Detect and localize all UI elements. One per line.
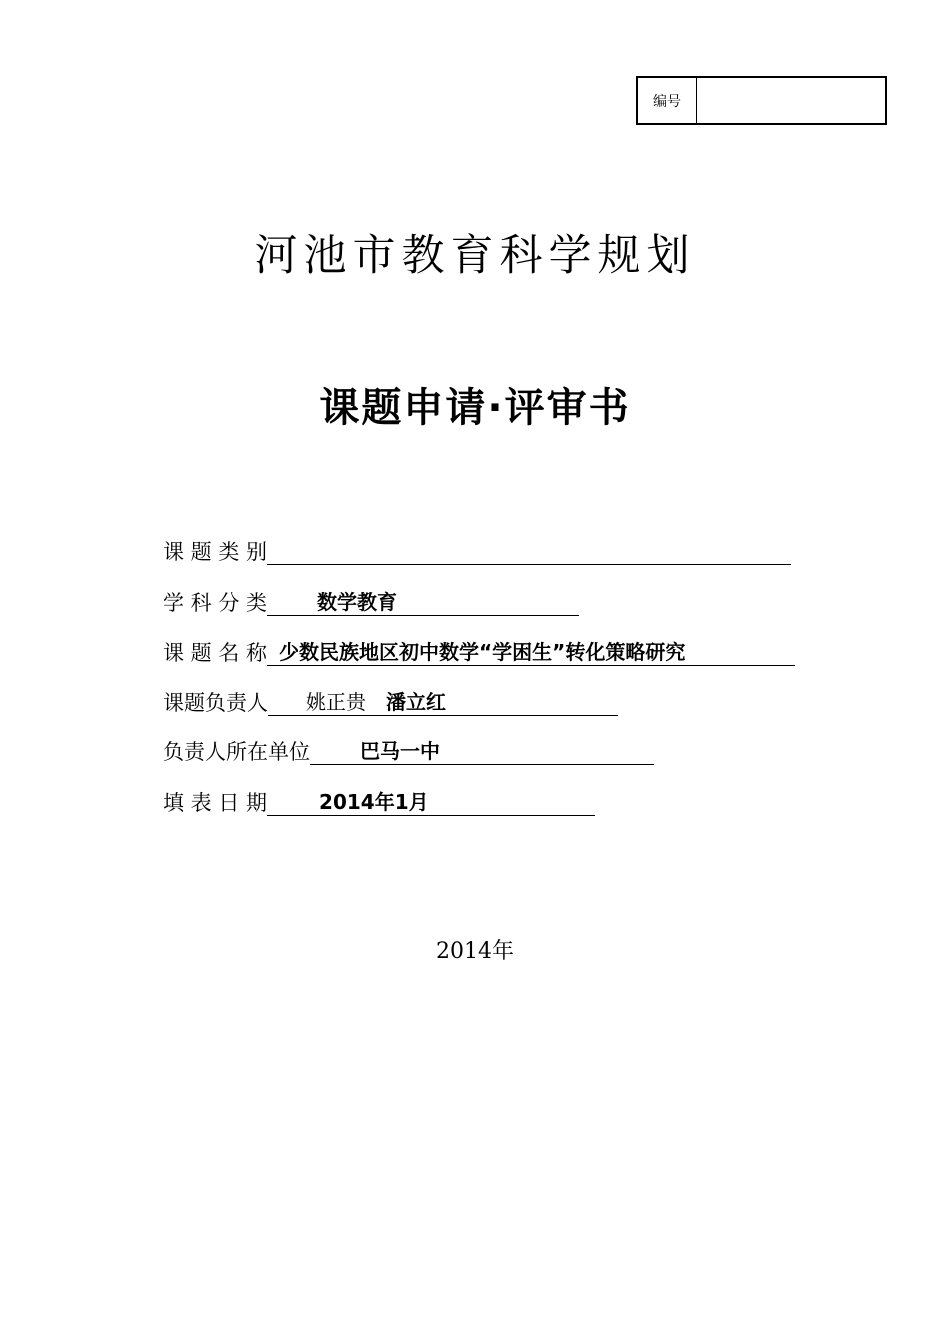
field-date-value: 2014年1月 xyxy=(319,790,429,814)
footer-year: 2014年 xyxy=(436,939,514,964)
field-leader-value2: 潘立红 xyxy=(386,690,446,714)
field-name-value: 少数民族地区初中数学“学困生”转化策略研究 xyxy=(279,640,686,664)
field-unit-value: 巴马一中 xyxy=(360,739,440,763)
field-unit xyxy=(163,735,654,765)
field-date-line[interactable] xyxy=(267,789,595,816)
field-leader-value1: 姚正贵 xyxy=(306,690,366,714)
document-title-line2: 课题申请·评审书 xyxy=(319,385,631,431)
field-date-label: 填 表 日 期 xyxy=(163,791,268,815)
field-subject-value: 数学教育 xyxy=(317,590,398,614)
field-subject xyxy=(163,586,579,616)
field-name-label: 课 题 名 称 xyxy=(163,641,268,665)
field-unit-label: 负责人所在单位 xyxy=(163,740,310,764)
field-subject-label: 学 科 分 类 xyxy=(163,591,268,615)
field-name-line[interactable] xyxy=(267,639,795,666)
field-leader xyxy=(163,686,618,716)
field-name xyxy=(163,636,795,666)
document-title-line1: 河池市教育科学规划 xyxy=(254,231,696,281)
field-category-label: 课 题 类 别 xyxy=(163,540,268,564)
field-leader-label: 课题负责人 xyxy=(163,691,268,715)
serial-number-label: 编号 xyxy=(638,78,697,123)
field-category-line[interactable] xyxy=(267,538,791,565)
field-date xyxy=(163,786,595,816)
serial-number-box xyxy=(636,76,887,125)
field-unit-line[interactable] xyxy=(310,738,654,765)
field-leader-line[interactable] xyxy=(268,689,618,716)
field-category xyxy=(163,535,791,565)
serial-number-field[interactable] xyxy=(697,78,885,123)
field-subject-line[interactable] xyxy=(267,589,579,616)
